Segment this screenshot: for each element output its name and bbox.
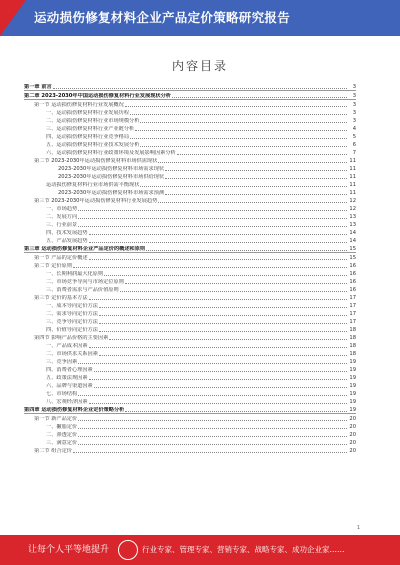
toc-entry[interactable] xyxy=(24,180,356,188)
dot-leader xyxy=(140,186,347,187)
toc-entry-label: 二、市场供求关系因素 xyxy=(46,351,98,357)
toc-entry-label: 第三节 2023-2030年运动损伤修复材料行业发展趋势 xyxy=(34,198,158,204)
toc-entry-page: 6 xyxy=(352,142,356,148)
report-title: 运动损伤修复材料企业产品定价策略研究报告 xyxy=(34,10,291,25)
dot-leader xyxy=(120,291,347,292)
dot-leader xyxy=(125,106,347,107)
toc-entry[interactable] xyxy=(24,317,356,325)
toc-entry[interactable] xyxy=(24,389,356,397)
toc-entry[interactable] xyxy=(24,148,356,156)
toc-entry-page: 3 xyxy=(352,93,356,99)
toc-entry[interactable] xyxy=(24,261,356,269)
toc-entry[interactable] xyxy=(24,430,356,438)
dot-leader xyxy=(53,88,347,89)
toc-entry-page: 19 xyxy=(349,383,356,389)
toc-entry-page: 11 xyxy=(349,190,356,196)
toc-entry[interactable] xyxy=(24,397,356,405)
toc-entry-page: 14 xyxy=(349,230,356,236)
toc-entry-label: 三、消费者需求与产品价值原则 xyxy=(46,287,119,293)
toc-entry-label: 四、技术发展趋势 xyxy=(46,230,88,236)
table-of-contents xyxy=(24,82,356,454)
toc-entry-page: 11 xyxy=(349,182,356,188)
toc-entry[interactable] xyxy=(24,188,356,196)
toc-heading: 内容目录 xyxy=(171,59,228,73)
toc-entry-label: 第一节 运动损伤修复材料行业发展概况 xyxy=(34,102,124,108)
toc-entry-page: 14 xyxy=(349,238,356,244)
toc-entry[interactable] xyxy=(24,172,356,180)
toc-entry[interactable] xyxy=(24,140,356,148)
toc-entry-label: 三、运动损伤修复材料行业产业链分析 xyxy=(46,126,135,132)
dot-leader xyxy=(78,436,347,437)
dot-leader xyxy=(78,363,347,364)
toc-entry[interactable] xyxy=(24,100,356,108)
toc-entry-label: 二、渗透定价 xyxy=(46,432,78,438)
toc-entry-label: 二、需求导向定价方法 xyxy=(46,311,98,317)
dot-leader xyxy=(109,339,347,340)
toc-entry[interactable] xyxy=(24,164,356,172)
dot-leader xyxy=(89,379,347,380)
toc-entry-label: 第三章 运动损伤修复材料企业产品定价的概述和原则 xyxy=(24,246,146,252)
toc-entry[interactable] xyxy=(24,196,356,204)
toc-entry-label: 二、发展方向 xyxy=(46,214,78,220)
toc-entry[interactable] xyxy=(24,349,356,357)
dot-leader xyxy=(99,315,347,316)
toc-entry-label: 三、满意定价 xyxy=(46,440,78,446)
footer-tagline: 行业专家、管理专家、营销专家、战略专家、成功企业家…… xyxy=(142,545,345,554)
toc-entry[interactable] xyxy=(24,253,356,261)
dot-leader xyxy=(165,194,347,195)
toc-entry-page: 17 xyxy=(349,311,356,317)
dot-leader xyxy=(89,347,347,348)
dot-leader xyxy=(78,420,347,421)
toc-entry[interactable] xyxy=(24,414,356,422)
toc-entry-label: 一、产品成本因素 xyxy=(46,343,88,349)
dot-leader xyxy=(130,138,347,139)
toc-entry[interactable] xyxy=(24,373,356,381)
footer-banner xyxy=(0,535,400,565)
dot-leader xyxy=(94,387,347,388)
toc-entry-page: 15 xyxy=(349,255,356,261)
toc-entry[interactable] xyxy=(24,156,356,164)
toc-entry[interactable] xyxy=(24,91,356,100)
toc-entry-label: 第二节 组合定价 xyxy=(34,448,72,454)
toc-entry-page: 3 xyxy=(352,110,356,116)
toc-entry-page: 11 xyxy=(349,174,356,180)
toc-entry[interactable] xyxy=(24,204,356,212)
toc-entry-page: 11 xyxy=(349,166,356,172)
toc-entry-page: 3 xyxy=(352,102,356,108)
toc-entry-label: 七、市场结构 xyxy=(46,391,78,397)
toc-entry-page: 19 xyxy=(349,391,356,397)
footer-watermark: 让每个人平等地提升 xyxy=(28,545,110,555)
toc-entry-label: 第四节 影响产品价格的主要因素 xyxy=(34,335,109,341)
toc-entry-label: 二、运动损伤修复材料行业市场规模分析 xyxy=(46,118,140,124)
toc-entry-page: 3 xyxy=(352,118,356,124)
toc-entry[interactable] xyxy=(24,108,356,116)
toc-entry-page: 20 xyxy=(349,440,356,446)
circle-icon xyxy=(118,540,138,560)
toc-entry-label: 第一节 产品的定价概述 xyxy=(34,255,88,261)
dot-leader xyxy=(146,250,347,251)
toc-entry-page: 18 xyxy=(349,351,356,357)
dot-leader xyxy=(125,283,347,284)
toc-entry-label: 第二节 定价原则 xyxy=(34,263,72,269)
toc-entry[interactable] xyxy=(24,228,356,236)
dot-leader xyxy=(99,323,347,324)
toc-entry-label: 四、运动损伤修复材料行业竞争格局 xyxy=(46,134,130,140)
toc-entry-page: 18 xyxy=(349,327,356,333)
dot-leader xyxy=(158,162,347,163)
toc-entry-label: 五、产品发展趋势 xyxy=(46,238,88,244)
dot-leader xyxy=(89,259,347,260)
toc-entry-page: 18 xyxy=(349,335,356,341)
toc-entry-page: 19 xyxy=(349,407,356,413)
toc-entry-label: 五、政策法规因素 xyxy=(46,375,88,381)
toc-entry[interactable] xyxy=(24,82,356,91)
toc-entry-label: 一、长期利润最大化原则 xyxy=(46,271,104,277)
dot-leader xyxy=(99,355,347,356)
toc-entry-page: 17 xyxy=(349,319,356,325)
toc-entry-page: 18 xyxy=(349,343,356,349)
toc-entry-label: 三、竞争因素 xyxy=(46,359,78,365)
dot-leader xyxy=(130,114,347,115)
toc-entry-label: 第一章 前言 xyxy=(24,84,52,90)
toc-entry-label: 第一节 新产品定价 xyxy=(34,416,78,422)
toc-entry-label: 三、竞争导向定价方法 xyxy=(46,319,98,325)
page-number: 1 xyxy=(356,525,360,531)
dot-leader xyxy=(73,452,347,453)
toc-entry-page: 11 xyxy=(349,158,356,164)
toc-entry[interactable] xyxy=(24,269,356,277)
toc-entry[interactable] xyxy=(24,333,356,341)
dot-leader xyxy=(89,299,347,300)
header-banner xyxy=(0,0,400,36)
toc-entry[interactable] xyxy=(24,220,356,228)
toc-entry-label: 第三节 定价的基本方法 xyxy=(34,295,88,301)
toc-entry-label: 二、市场竞争导向与市场定位原则 xyxy=(46,279,124,285)
toc-entry-label: 六、运动损伤修复材料行业政策环境及发展影响因素分析 xyxy=(46,150,176,156)
toc-entry[interactable] xyxy=(24,381,356,389)
dot-leader xyxy=(172,97,347,98)
toc-entry-page: 19 xyxy=(349,359,356,365)
dot-leader xyxy=(89,242,347,243)
dot-leader xyxy=(140,146,347,147)
toc-entry-label: 三、行业前景 xyxy=(46,222,78,228)
dot-leader xyxy=(73,267,347,268)
toc-entry[interactable] xyxy=(24,116,356,124)
toc-entry-page: 16 xyxy=(349,263,356,269)
toc-entry-label: 2023-2030年运动损伤修复材料市场需求现状 xyxy=(58,166,165,172)
toc-entry[interactable] xyxy=(24,341,356,349)
dot-leader xyxy=(104,275,347,276)
toc-entry-page: 16 xyxy=(349,287,356,293)
dot-leader xyxy=(78,395,347,396)
toc-entry[interactable] xyxy=(24,446,356,454)
toc-entry-page: 4 xyxy=(352,126,356,132)
dot-leader xyxy=(89,234,347,235)
dot-leader xyxy=(89,403,347,404)
toc-entry-label: 一、成本导向定价方法 xyxy=(46,303,98,309)
toc-entry-label: 一、市场趋势 xyxy=(46,206,78,212)
toc-entry-page: 19 xyxy=(349,399,356,405)
toc-entry-label: 六、品牌与渠道因素 xyxy=(46,383,93,389)
toc-entry-page: 13 xyxy=(349,214,356,220)
dot-leader xyxy=(165,178,347,179)
toc-entry-label: 八、宏观经济因素 xyxy=(46,399,88,405)
toc-entry[interactable] xyxy=(24,309,356,317)
dot-leader xyxy=(99,331,347,332)
toc-entry-label: 四、消费者心理因素 xyxy=(46,367,93,373)
toc-entry[interactable] xyxy=(24,357,356,365)
toc-entry-page: 20 xyxy=(349,416,356,422)
toc-entry[interactable] xyxy=(24,365,356,373)
dot-leader xyxy=(78,210,347,211)
toc-entry-label: 一、撇脂定价 xyxy=(46,424,78,430)
toc-entry[interactable] xyxy=(24,277,356,285)
dot-leader xyxy=(177,154,347,155)
dot-leader xyxy=(135,130,347,131)
red-corner-triangle xyxy=(0,0,26,36)
dot-leader xyxy=(125,411,347,412)
dot-leader xyxy=(99,307,347,308)
toc-entry[interactable] xyxy=(24,124,356,132)
toc-entry-page: 19 xyxy=(349,367,356,373)
toc-entry-page: 15 xyxy=(349,246,356,252)
toc-entry-label: 第二节 2023-2030年运动损伤修复材料市场供需现状 xyxy=(34,158,158,164)
dot-leader xyxy=(165,170,347,171)
toc-entry[interactable] xyxy=(24,422,356,430)
dot-leader xyxy=(94,371,347,372)
dot-leader xyxy=(78,226,347,227)
toc-entry-label: 一、运动损伤修复材料行业发展历程 xyxy=(46,110,130,116)
toc-entry-label: 运动损伤修复材料行业市场供需平衡现状 xyxy=(46,182,140,188)
toc-entry[interactable] xyxy=(24,438,356,446)
toc-entry-page: 12 xyxy=(349,206,356,212)
toc-entry[interactable] xyxy=(24,285,356,293)
toc-entry-label: 第二章 2023-2030年中国运动损伤修复材料行业发展现状分析 xyxy=(24,93,171,99)
toc-entry[interactable] xyxy=(24,212,356,220)
toc-entry-label: 第四章 运动损伤修复材料企业定价策略分析 xyxy=(24,407,125,413)
toc-entry-page: 16 xyxy=(349,279,356,285)
dot-leader xyxy=(140,122,347,123)
toc-entry-page: 17 xyxy=(349,303,356,309)
toc-entry[interactable] xyxy=(24,132,356,140)
toc-entry-page: 5 xyxy=(352,134,356,140)
dot-leader xyxy=(78,428,347,429)
toc-entry-label: 五、运动损伤修复材料行业技术发展分析 xyxy=(46,142,140,148)
toc-entry[interactable] xyxy=(24,325,356,333)
toc-entry-label: 2023-2030年运动损伤修复材料市场需求预测 xyxy=(58,190,165,196)
toc-entry-page: 19 xyxy=(349,375,356,381)
toc-entry[interactable] xyxy=(24,293,356,301)
toc-entry-label: 2023-2030年运动损伤修复材料市场供给现状 xyxy=(58,174,165,180)
dot-leader xyxy=(78,444,347,445)
toc-entry[interactable] xyxy=(24,244,356,253)
dot-leader xyxy=(78,218,347,219)
toc-entry-page: 12 xyxy=(349,198,356,204)
toc-entry-page: 20 xyxy=(349,432,356,438)
toc-entry[interactable] xyxy=(24,301,356,309)
toc-entry-page: 13 xyxy=(349,222,356,228)
dot-leader xyxy=(158,202,347,203)
toc-entry[interactable] xyxy=(24,405,356,414)
toc-entry[interactable] xyxy=(24,236,356,244)
toc-entry-page: 20 xyxy=(349,424,356,430)
toc-entry-page: 3 xyxy=(352,84,356,90)
toc-entry-page: 16 xyxy=(349,271,356,277)
toc-entry-page: 7 xyxy=(352,150,356,156)
toc-entry-label: 四、价值导向定价方法 xyxy=(46,327,98,333)
toc-entry-page: 20 xyxy=(349,448,356,454)
toc-entry-page: 17 xyxy=(349,295,356,301)
